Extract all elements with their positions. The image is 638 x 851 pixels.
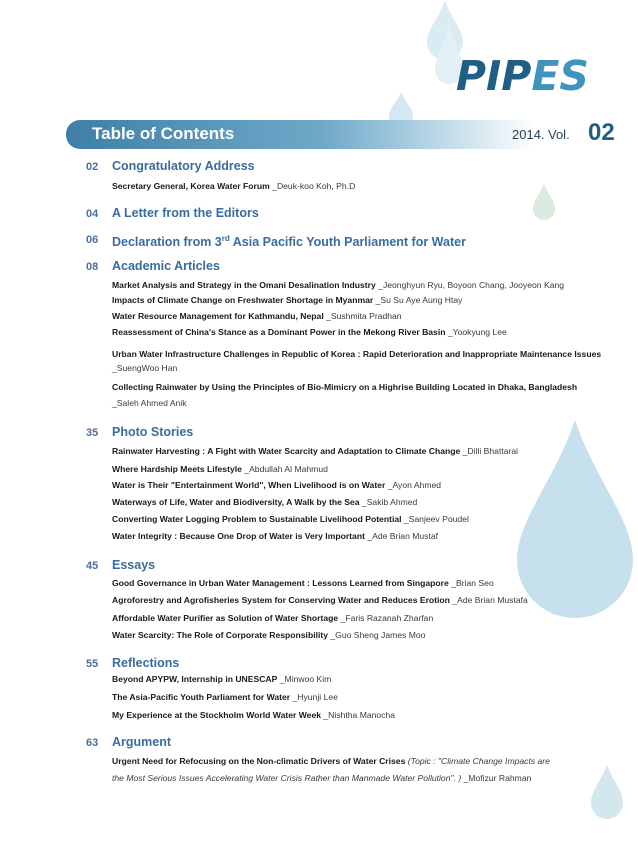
section-declaration (0, 230, 638, 250)
volume-label: Vol. (548, 127, 570, 142)
toc-entry[interactable]: Waterways of Life, Water and Biodiversity, A Walk by the Sea _Sakib Ahmed (112, 497, 418, 507)
toc-title: Table of Contents (92, 124, 235, 143)
section-title[interactable]: Reflections (112, 656, 180, 670)
section-page-number: 06 (86, 234, 99, 246)
toc-entry-continued: the Most Serious Issues Accelerating Water Crisis Rather than Manmade Water Pollution". ) _Mofizur Rahman (112, 773, 532, 783)
toc-entry[interactable]: Secretary General, Korea Water Forum _Deuk-koo Koh, Ph.D (112, 181, 356, 191)
toc-entry[interactable]: Market Analysis and Strategy in the Omani Desalination Industry _Jeonghyun Ryu, Boyoon Chang, Jooyeon Kang (112, 280, 565, 290)
issue-year: 2014. (512, 127, 545, 142)
toc-entry[interactable]: Converting Water Logging Problem to Sustainable Livelihood Potential _Sanjeev Poudel (112, 514, 469, 524)
toc-entry[interactable]: Collecting Rainwater by Using the Principles of Bio-Mimicry on a Highrise Building Located in Dhaka, Bangladesh (112, 382, 578, 392)
toc-entry[interactable]: Water is Their "Entertainment World", When Livelihood is on Water _Ayon Ahmed (112, 480, 442, 490)
section-page-number: 45 (86, 560, 99, 572)
toc-entry[interactable]: Agroforestry and Agrofisheries System for Conserving Water and Reduces Erotion _Ade Brian Mustafa (112, 595, 528, 605)
section-photo-stories (0, 423, 638, 543)
toc-entry[interactable]: Urban Water Infrastructure Challenges in Republic of Korea : Rapid Deterioration and Inappropriate Maintenance Issues (112, 349, 602, 359)
section-essays (0, 556, 638, 646)
section-reflections (0, 654, 638, 724)
volume-number: 02 (588, 119, 615, 146)
toc-entry[interactable]: Beyond APYPW, Internship in UNESCAP _Minwoo Kim (112, 674, 332, 684)
toc-entry-author: _Saleh Ahmed Anik (112, 398, 187, 408)
toc-entry[interactable]: Water Integrity : Because One Drop of Water is Very Important _Ade Brian Mustaf (112, 531, 439, 541)
section-title[interactable]: Congratulatory Address (112, 159, 255, 173)
toc-entry[interactable]: Where Hardship Meets Lifestyle _Abdullah Al Mahmud (112, 464, 328, 474)
toc-entry[interactable]: Water Scarcity: The Role of Corporate Responsibility _Guo Sheng James Moo (112, 630, 426, 640)
toc-entry[interactable]: Affordable Water Purifier as Solution of Water Shortage _Faris Razanah Zharfan (112, 613, 434, 623)
section-letter (0, 204, 638, 224)
section-title[interactable]: Essays (112, 558, 156, 572)
toc-entry[interactable]: Urgent Need for Refocusing on the Non-climatic Drivers of Water Crises (Topic : "Climate Change Impacts are (112, 756, 550, 766)
toc-entry[interactable]: Impacts of Climate Change on Freshwater Shortage in Myanmar _Su Su Aye Aung Htay (112, 295, 463, 305)
section-title[interactable]: Academic Articles (112, 259, 220, 273)
toc-entry-author: _SuengWoo Han (112, 363, 178, 373)
toc-entry[interactable]: The Asia-Pacific Youth Parliament for Water _Hyunji Lee (112, 692, 338, 702)
toc-entry[interactable]: Rainwater Harvesting : A Fight with Water Scarcity and Adaptation to Climate Change _Dilli Bhattarai (112, 446, 519, 456)
section-page-number: 35 (86, 427, 99, 439)
section-title[interactable]: Argument (112, 735, 172, 749)
section-argument (0, 733, 638, 793)
section-title[interactable]: A Letter from the Editors (112, 206, 259, 220)
toc-entry[interactable]: Good Governance in Urban Water Management : Lessons Learned from Singapore _Brian Seo (112, 578, 494, 588)
section-page-number: 55 (86, 658, 99, 670)
toc-entry[interactable]: My Experience at the Stockholm World Water Week _Nishtha Manocha (112, 710, 396, 720)
section-title[interactable]: Photo Stories (112, 425, 194, 439)
toc-entry[interactable]: Reassessment of China's Stance as a Dominant Power in the Mekong River Basin _Yookyung Lee (112, 327, 507, 337)
section-page-number: 63 (86, 737, 99, 749)
section-academic (0, 257, 638, 417)
section-page-number: 02 (86, 161, 99, 173)
section-page-number: 04 (86, 208, 99, 220)
section-title[interactable]: Declaration from 3rd Asia Pacific Youth Parliament for Water (112, 234, 466, 250)
pipes-logo: PIPES (456, 52, 589, 100)
section-congratulatory (0, 157, 638, 197)
toc-entry[interactable]: Water Resource Management for Kathmandu, Nepal _Sushmita Pradhan (112, 311, 402, 321)
section-page-number: 08 (86, 261, 99, 273)
